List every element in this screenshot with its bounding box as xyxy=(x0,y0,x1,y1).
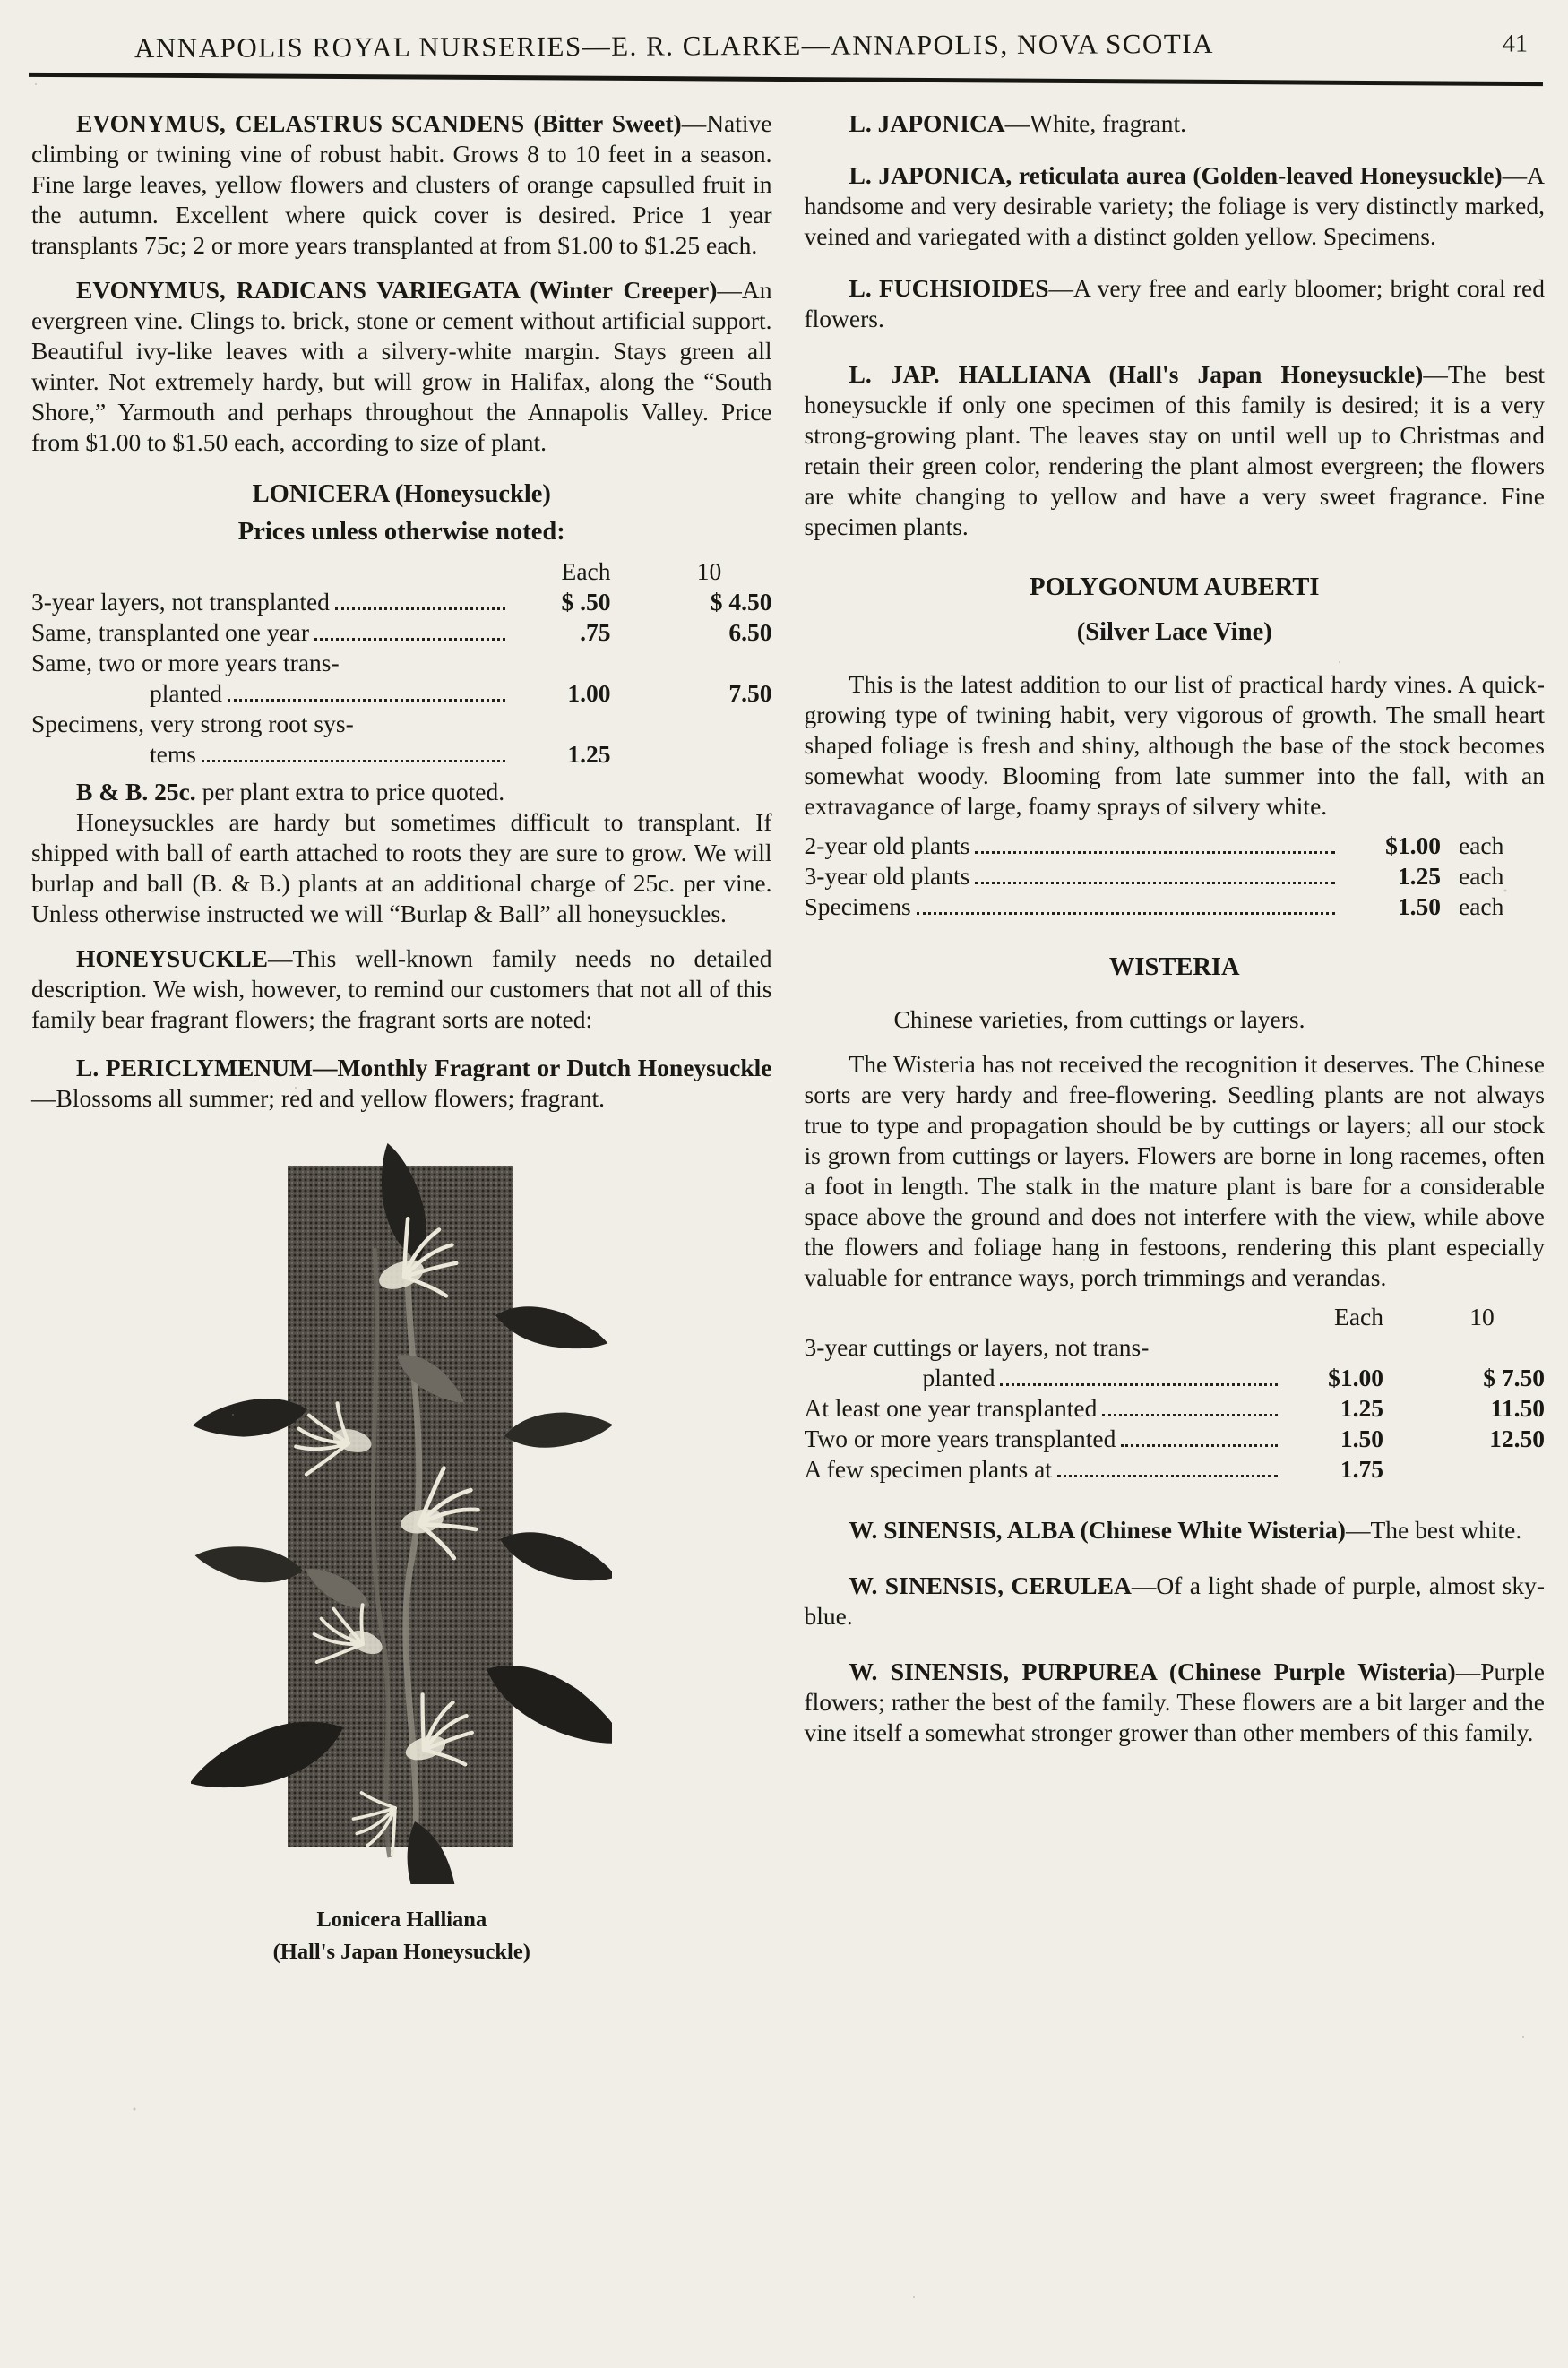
entry-sinensis-purpurea xyxy=(805,1657,1546,1748)
entry-text: —Purple flowers; rather the best of the family. These flowers are a bit larger and the vine itself a somewhat stronger grower than other members of this family. xyxy=(804,1658,1545,1746)
price-row-continuation xyxy=(31,648,772,678)
price-row xyxy=(805,1424,1546,1454)
price-row-label: At least one year transplanted xyxy=(804,1394,1098,1422)
price-row-label: planted xyxy=(150,679,222,707)
price-row-label: Specimens xyxy=(804,892,911,920)
lonicera-heading: LONICERA (Honeysuckle) xyxy=(252,480,551,508)
right-column xyxy=(805,108,1546,1968)
entry-honeysuckle xyxy=(31,943,772,1035)
price-row-label: planted xyxy=(922,1364,995,1391)
price-each: 1.25 xyxy=(567,740,611,768)
dotted-leader xyxy=(1057,1475,1278,1477)
two-column-body xyxy=(0,82,1568,1968)
price-table-header xyxy=(805,1302,1546,1332)
price-row-label: Same, transplanted one year xyxy=(31,618,310,646)
price-unit: each xyxy=(1459,862,1504,890)
price-row-label: 2-year old plants xyxy=(804,831,970,859)
price-row-label: A few specimen plants at xyxy=(804,1455,1052,1483)
price-row xyxy=(805,1363,1546,1393)
dotted-leader xyxy=(975,882,1335,884)
entry-lead: EVONYMUS, RADICANS VARIEGATA (Winter Creeper) xyxy=(76,276,718,304)
figure-caption-line2: (Hall's Japan Honeysuckle) xyxy=(272,1940,530,1964)
entry-japonica-reticulata xyxy=(805,160,1546,252)
price-row-continuation xyxy=(31,709,772,739)
price-ten: 11.50 xyxy=(1490,1394,1545,1422)
column-header-ten: 10 xyxy=(1469,1303,1495,1330)
entry-lead: L. JAPONICA xyxy=(849,109,1005,137)
price-unit: each xyxy=(1459,831,1504,859)
price-ten: $ 7.50 xyxy=(1483,1364,1545,1391)
price-row-label: 3-year cuttings or layers, not trans- xyxy=(804,1333,1150,1361)
price-row-continuation xyxy=(805,1332,1546,1363)
entry-lead: L. JAPONICA, reticulata aurea (Golden-leaved Honeysuckle) xyxy=(849,161,1503,189)
price-ten: 7.50 xyxy=(728,679,772,707)
entry-evonymus-celastrus xyxy=(31,108,772,261)
price-each: $ .50 xyxy=(561,588,611,616)
wisteria-price-table xyxy=(805,1302,1546,1485)
dotted-leader xyxy=(314,638,504,641)
price-value: 1.50 xyxy=(1397,892,1441,920)
price-each: 1.75 xyxy=(1340,1455,1383,1483)
price-each: 1.00 xyxy=(567,679,611,707)
entry-text: —White, fragrant. xyxy=(1004,109,1187,137)
hardy-paragraph: Honeysuckles are hardy but sometimes difficult to transplant. If shipped with ball of earth attached to roots they are sure to grow. We will burlap and ball (B. & B.) plants at an additional charge of 25c. per vine. Unless otherwise instructed we will “Burlap & Ball” all honeysuckles. xyxy=(31,808,772,927)
bb-note-text: per plant extra to price quoted. xyxy=(195,778,505,805)
price-each: 1.50 xyxy=(1340,1425,1383,1452)
price-row-label: Specimens, very strong root sys- xyxy=(31,710,354,737)
price-unit: each xyxy=(1459,892,1504,920)
dotted-leader xyxy=(202,760,505,762)
entry-sinensis-alba xyxy=(805,1515,1546,1546)
entry-lead: L. FUCHSIOIDES xyxy=(849,274,1049,302)
dotted-leader xyxy=(917,912,1335,915)
column-header-each: Each xyxy=(561,557,611,585)
polygonum-price-list xyxy=(805,831,1546,922)
price-row-label: 3-year old plants xyxy=(804,862,970,890)
dotted-leader xyxy=(1102,1414,1278,1416)
entry-fuchsioides xyxy=(805,273,1546,334)
entry-periclymenum xyxy=(31,1053,772,1114)
entry-evonymus-radicans xyxy=(31,275,772,458)
column-header-ten: 10 xyxy=(696,557,722,585)
entry-text: —The best honeysuckle if only one specimen of this family is desired; it is a very strong-growing plant. The leaves stay on until well up to Christmas and retain their green color, rendering the plant almost evergreen; the flowers are white changing to yellow and have a very sweet fragrance. Fine specimen plants. xyxy=(804,360,1545,540)
entry-lead: W. SINENSIS, ALBA (Chinese White Wisteria) xyxy=(849,1516,1346,1544)
bb-note xyxy=(31,777,772,807)
polygonum-subheading: (Silver Lace Vine) xyxy=(1076,618,1272,646)
entry-lead: L. PERICLYMENUM—Monthly Fragrant or Dutch Honeysuckle xyxy=(76,1054,772,1081)
price-value: $1.00 xyxy=(1385,831,1441,859)
dotted-leader xyxy=(975,851,1335,854)
column-header-each: Each xyxy=(1334,1303,1383,1330)
price-table-header xyxy=(31,556,772,587)
entry-text: —This well-known family needs no detailed description. We wish, however, to remind our customers that not all of this family bear fragrant flowers; the fragrant sorts are noted: xyxy=(31,944,772,1033)
lonicera-figure xyxy=(191,1141,612,1968)
page-number: 41 xyxy=(1502,30,1529,58)
entry-text: —Blossoms all summer; red and yellow flowers; fragrant. xyxy=(31,1084,606,1112)
entry-halliana xyxy=(805,359,1546,542)
price-row-label: tems xyxy=(150,740,196,768)
entry-lead: EVONYMUS, CELASTRUS SCANDENS (Bitter Sweet) xyxy=(76,109,682,137)
price-each: $1.00 xyxy=(1328,1364,1383,1391)
entry-text: —A very free and early bloomer; bright coral red flowers. xyxy=(804,274,1545,332)
polygonum-paragraph: This is the latest addition to our list of practical hardy vines. A quick-growing type of twining habit, very vigorous of growth. The small heart shaped foliage is fresh and shiny, although the base of the stock becomes somewhat woody. Blooming from late summer into the fall, with an extravagance of large, foamy sprays of silvery white. xyxy=(804,670,1545,820)
price-row-label: Same, two or more years trans- xyxy=(31,649,340,676)
dotted-leader xyxy=(228,699,505,702)
price-row xyxy=(805,861,1546,891)
lonicera-subheading: Prices unless otherwise noted: xyxy=(237,518,565,546)
page-header xyxy=(40,27,1528,65)
price-row xyxy=(31,587,772,617)
entry-lead: W. SINENSIS, CERULEA xyxy=(849,1571,1132,1599)
figure-caption-line1: Lonicera Halliana xyxy=(316,1907,487,1932)
entry-text: —Of a light shade of purple, almost sky-blue. xyxy=(804,1571,1545,1630)
entry-lead: W. SINENSIS, PURPUREA (Chinese Purple Wisteria) xyxy=(849,1658,1456,1685)
entry-lead: HONEYSUCKLE xyxy=(76,944,268,972)
bb-note-lead: B & B. 25c. xyxy=(76,778,196,805)
price-row xyxy=(805,831,1546,861)
price-row xyxy=(31,617,772,648)
entry-text: —The best white. xyxy=(1345,1516,1522,1544)
entry-sinensis-cerulea xyxy=(805,1571,1546,1632)
price-row xyxy=(805,1454,1546,1485)
entry-text: —A handsome and very desirable variety; the foliage is very distinctly marked, veined and variegated with a distinct golden yellow. Specimens. xyxy=(804,161,1545,250)
dotted-leader xyxy=(1000,1383,1278,1386)
price-row xyxy=(805,891,1546,922)
price-row-label: 3-year layers, not transplanted xyxy=(31,588,330,616)
catalog-page xyxy=(0,27,1568,2368)
entry-text: —Native climbing or twining vine of robust habit. Grows 8 to 10 feet in a season. Fine large leaves, yellow flowers and clusters of orange capsulled fruit in the autumn. Excellent where quick cover is desired. Price 1 year transplants 75c; 2 or more years transplanted at from $1.00 to $1.25 each. xyxy=(31,109,772,259)
price-ten: 12.50 xyxy=(1489,1425,1545,1452)
left-column xyxy=(31,108,772,1968)
entry-text: —An evergreen vine. Clings to. brick, stone or cement without artificial support. Beautiful ivy-like leaves with a silvery-white margin. Stays green all winter. Not extremely hardy, but will grow in Halifax, along the “South Shore,” Yarmouth and perhaps throughout the Annapolis Valley. Price from $1.00 to $1.50 each, according to size of plant. xyxy=(31,276,772,456)
polygonum-heading: POLYGONUM AUBERTI xyxy=(1030,573,1320,601)
price-row xyxy=(805,1393,1546,1424)
figure-caption xyxy=(191,1904,612,1968)
price-each: .75 xyxy=(580,618,611,646)
entry-lead: L. JAP. HALLIANA (Hall's Japan Honeysuckle) xyxy=(849,360,1424,388)
lonicera-halliana-photo xyxy=(191,1141,612,1884)
wisteria-paragraph: The Wisteria has not received the recognition it deserves. The Chinese sorts are very hardy and free-flowering. Seedling plants are not always true to type and propagation should be by cuttings or layers; all our stock is grown from cuttings or layers. Flowers are borne in long racemes, often a foot in length. The stalk in the mature plant is bare for a considerable space above the ground and does not interfere with the view, while above the flowers and foliage hang in festoons, rendering this plant especially valuable for entrance ways, porch trimmings and verandas. xyxy=(804,1050,1545,1291)
entry-japonica xyxy=(805,108,1546,139)
wisteria-intro: Chinese varieties, from cuttings or layers. xyxy=(893,1005,1305,1033)
price-ten: 6.50 xyxy=(728,618,772,646)
price-row-label: Two or more years transplanted xyxy=(804,1425,1116,1452)
price-row xyxy=(31,739,772,770)
price-each: 1.25 xyxy=(1340,1394,1383,1422)
dotted-leader xyxy=(1121,1444,1278,1447)
price-row xyxy=(31,678,772,709)
lonicera-price-table xyxy=(31,556,772,770)
page-title: ANNAPOLIS ROYAL NURSERIES—E. R. CLARKE—ANNAPOLIS, NOVA SCOTIA xyxy=(134,27,1215,65)
price-value: 1.25 xyxy=(1397,862,1441,890)
wisteria-heading: WISTERIA xyxy=(1108,953,1240,981)
dotted-leader xyxy=(335,607,505,610)
price-ten: $ 4.50 xyxy=(710,588,772,616)
